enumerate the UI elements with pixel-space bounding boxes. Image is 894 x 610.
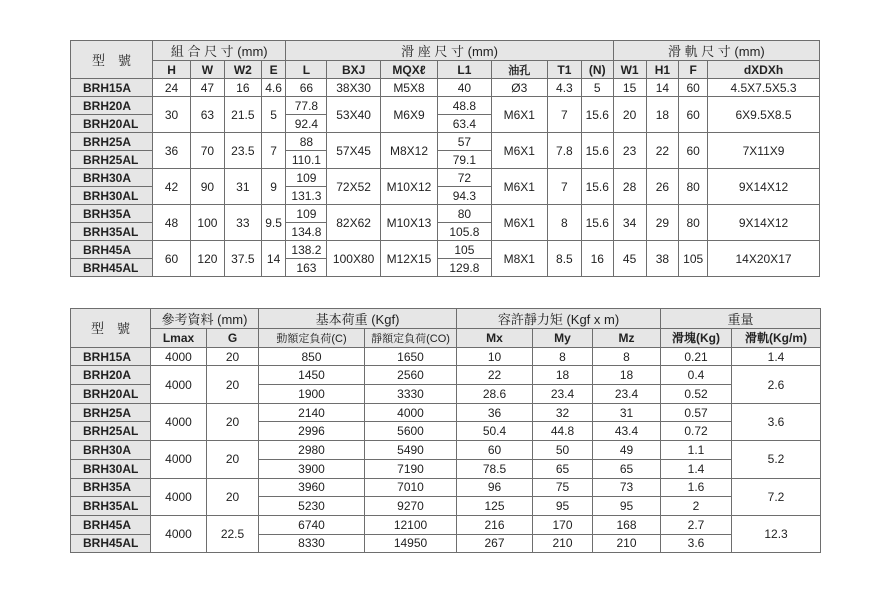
value-cell: Ø3 <box>491 79 547 97</box>
column-header: My <box>533 329 593 348</box>
value-cell: 12100 <box>365 515 457 534</box>
value-cell: 94.3 <box>438 187 491 205</box>
value-cell: 72 <box>438 169 491 187</box>
value-cell: 66 <box>286 79 327 97</box>
value-cell: 850 <box>259 347 365 366</box>
static-moment-header: 容許靜力矩 (Kgf x m) <box>457 309 661 329</box>
value-cell: 21.5 <box>224 97 261 133</box>
value-cell: 44.8 <box>533 422 593 441</box>
value-cell: 267 <box>457 534 533 553</box>
value-cell: 15 <box>613 79 646 97</box>
value-cell: 9X14X12 <box>708 169 820 205</box>
value-cell: 1450 <box>259 366 365 385</box>
value-cell: 65 <box>533 459 593 478</box>
value-cell: 120 <box>191 241 225 277</box>
value-cell: 109 <box>286 169 327 187</box>
value-cell: 60 <box>457 441 533 460</box>
value-cell: 9270 <box>365 497 457 516</box>
value-cell: 7.8 <box>547 133 581 169</box>
value-cell: 80 <box>679 205 708 241</box>
value-cell: 31 <box>593 403 661 422</box>
value-cell: 125 <box>457 497 533 516</box>
table-row <box>71 478 821 497</box>
column-header: W2 <box>224 61 261 79</box>
value-cell: M6X1 <box>491 97 547 133</box>
value-cell: 15.6 <box>581 133 613 169</box>
value-cell: M10X13 <box>380 205 437 241</box>
value-cell: 8 <box>547 205 581 241</box>
value-cell: M8X12 <box>380 133 437 169</box>
value-cell: 2560 <box>365 366 457 385</box>
value-cell: 53X40 <box>327 97 380 133</box>
value-cell: 57X45 <box>327 133 380 169</box>
model-header: 型 號 <box>71 41 153 79</box>
value-cell: 38X30 <box>327 79 380 97</box>
table-row <box>71 79 820 97</box>
column-header: H <box>153 61 191 79</box>
value-cell: 8 <box>533 347 593 366</box>
value-cell: 23.5 <box>224 133 261 169</box>
value-cell: 92.4 <box>286 115 327 133</box>
value-cell: 1650 <box>365 347 457 366</box>
value-cell: 1.6 <box>661 478 732 497</box>
column-header: 滑塊(Kg) <box>661 329 732 348</box>
value-cell: 110.1 <box>286 151 327 169</box>
value-cell: 5.2 <box>732 441 821 478</box>
value-cell: 73 <box>593 478 661 497</box>
value-cell: 88 <box>286 133 327 151</box>
value-cell: 42 <box>153 169 191 205</box>
column-header: Lmax <box>151 329 207 348</box>
weight-header: 重量 <box>661 309 821 329</box>
value-cell: 7 <box>547 169 581 205</box>
value-cell: 23.4 <box>593 385 661 404</box>
value-cell: 9X14X12 <box>708 205 820 241</box>
value-cell: 95 <box>593 497 661 516</box>
value-cell: 6X9.5X8.5 <box>708 97 820 133</box>
value-cell: 8.5 <box>547 241 581 277</box>
value-cell: 29 <box>646 205 679 241</box>
column-header: T1 <box>547 61 581 79</box>
value-cell: 18 <box>593 366 661 385</box>
value-cell: 22.5 <box>207 515 259 552</box>
model-header: 型 號 <box>71 309 151 348</box>
value-cell: 6740 <box>259 515 365 534</box>
value-cell: 216 <box>457 515 533 534</box>
value-cell: 210 <box>533 534 593 553</box>
value-cell: 49 <box>593 441 661 460</box>
value-cell: 2980 <box>259 441 365 460</box>
model-cell: BRH20AL <box>71 385 151 404</box>
value-cell: 65 <box>593 459 661 478</box>
value-cell: 9.5 <box>261 205 286 241</box>
value-cell: 138.2 <box>286 241 327 259</box>
value-cell: 4.6 <box>261 79 286 97</box>
block-dimensions-header: 滑 座 尺 寸 (mm) <box>286 41 613 61</box>
value-cell: 24 <box>153 79 191 97</box>
value-cell: 105 <box>438 241 491 259</box>
value-cell: 1.4 <box>661 459 732 478</box>
model-cell: BRH35A <box>71 478 151 497</box>
value-cell: 5490 <box>365 441 457 460</box>
value-cell: 80 <box>679 169 708 205</box>
value-cell: 16 <box>224 79 261 97</box>
value-cell: 5230 <box>259 497 365 516</box>
value-cell: 14950 <box>365 534 457 553</box>
value-cell: 90 <box>191 169 225 205</box>
value-cell: 77.8 <box>286 97 327 115</box>
value-cell: M10X12 <box>380 169 437 205</box>
value-cell: 47 <box>191 79 225 97</box>
value-cell: 63 <box>191 97 225 133</box>
value-cell: 2140 <box>259 403 365 422</box>
value-cell: 7X11X9 <box>708 133 820 169</box>
model-cell: BRH35AL <box>71 223 153 241</box>
model-cell: BRH30AL <box>71 187 153 205</box>
value-cell: 2996 <box>259 422 365 441</box>
value-cell: 105 <box>679 241 708 277</box>
dimension-table <box>70 40 820 277</box>
value-cell: 2.6 <box>732 366 821 403</box>
value-cell: 26 <box>646 169 679 205</box>
model-cell: BRH35A <box>71 205 153 223</box>
value-cell: M12X15 <box>380 241 437 277</box>
value-cell: 170 <box>533 515 593 534</box>
value-cell: M5X8 <box>380 79 437 97</box>
value-cell: 109 <box>286 205 327 223</box>
reference-data-header: 參考資料 (mm) <box>151 309 259 329</box>
value-cell: 3900 <box>259 459 365 478</box>
table-row <box>71 403 821 422</box>
value-cell: 7010 <box>365 478 457 497</box>
column-header: E <box>261 61 286 79</box>
value-cell: 14 <box>261 241 286 277</box>
value-cell: 4000 <box>151 403 207 440</box>
value-cell: 36 <box>153 133 191 169</box>
value-cell: 163 <box>286 259 327 277</box>
value-cell: 134.8 <box>286 223 327 241</box>
model-cell: BRH45AL <box>71 534 151 553</box>
value-cell: 5600 <box>365 422 457 441</box>
value-cell: 3330 <box>365 385 457 404</box>
value-cell: 28.6 <box>457 385 533 404</box>
column-header: W1 <box>613 61 646 79</box>
column-header: F <box>679 61 708 79</box>
value-cell: 9 <box>261 169 286 205</box>
value-cell: 15.6 <box>581 205 613 241</box>
value-cell: 36 <box>457 403 533 422</box>
value-cell: 45 <box>613 241 646 277</box>
table-row <box>71 241 820 259</box>
value-cell: 1.1 <box>661 441 732 460</box>
value-cell: 3.6 <box>732 403 821 440</box>
value-cell: 22 <box>646 133 679 169</box>
value-cell: 3.6 <box>661 534 732 553</box>
value-cell: 80 <box>438 205 491 223</box>
value-cell: 5 <box>261 97 286 133</box>
value-cell: 12.3 <box>732 515 821 552</box>
value-cell: 2.7 <box>661 515 732 534</box>
value-cell: 168 <box>593 515 661 534</box>
model-cell: BRH30A <box>71 441 151 460</box>
value-cell: 210 <box>593 534 661 553</box>
value-cell: 1900 <box>259 385 365 404</box>
value-cell: 70 <box>191 133 225 169</box>
value-cell: 7 <box>261 133 286 169</box>
model-cell: BRH30AL <box>71 459 151 478</box>
value-cell: 100X80 <box>327 241 380 277</box>
value-cell: 33 <box>224 205 261 241</box>
value-cell: 14X20X17 <box>708 241 820 277</box>
column-header: Mz <box>593 329 661 348</box>
value-cell: 4000 <box>151 441 207 478</box>
value-cell: 43.4 <box>593 422 661 441</box>
column-header: (N) <box>581 61 613 79</box>
value-cell: 31 <box>224 169 261 205</box>
value-cell: 79.1 <box>438 151 491 169</box>
model-cell: BRH25AL <box>71 422 151 441</box>
value-cell: 50.4 <box>457 422 533 441</box>
value-cell: 7 <box>547 97 581 133</box>
value-cell: 100 <box>191 205 225 241</box>
value-cell: 15.6 <box>581 169 613 205</box>
value-cell: 129.8 <box>438 259 491 277</box>
model-cell: BRH35AL <box>71 497 151 516</box>
value-cell: 0.72 <box>661 422 732 441</box>
value-cell: M6X9 <box>380 97 437 133</box>
value-cell: 57 <box>438 133 491 151</box>
model-cell: BRH20A <box>71 366 151 385</box>
value-cell: 4000 <box>151 515 207 552</box>
value-cell: 105.8 <box>438 223 491 241</box>
column-header: 油孔 <box>491 61 547 79</box>
column-header: 滑軌(Kg/m) <box>732 329 821 348</box>
model-cell: BRH25A <box>71 403 151 422</box>
column-header: Mx <box>457 329 533 348</box>
table-row <box>71 347 821 366</box>
value-cell: 78.5 <box>457 459 533 478</box>
model-cell: BRH15A <box>71 79 153 97</box>
value-cell: 60 <box>679 133 708 169</box>
column-header: 靜額定負荷(CO) <box>365 329 457 348</box>
table-row <box>71 97 820 115</box>
model-cell: BRH20A <box>71 97 153 115</box>
table-row <box>71 169 820 187</box>
table-row <box>71 515 821 534</box>
model-cell: BRH15A <box>71 347 151 366</box>
value-cell: 7190 <box>365 459 457 478</box>
value-cell: 16 <box>581 241 613 277</box>
value-cell: 30 <box>153 97 191 133</box>
value-cell: 82X62 <box>327 205 380 241</box>
rail-dimensions-header: 滑 軌 尺 寸 (mm) <box>613 41 819 61</box>
model-cell: BRH20AL <box>71 115 153 133</box>
value-cell: 23 <box>613 133 646 169</box>
column-header: W <box>191 61 225 79</box>
value-cell: M6X1 <box>491 205 547 241</box>
value-cell: 131.3 <box>286 187 327 205</box>
value-cell: 48.8 <box>438 97 491 115</box>
value-cell: 8 <box>593 347 661 366</box>
value-cell: 20 <box>207 347 259 366</box>
value-cell: 20 <box>207 403 259 440</box>
model-cell: BRH45A <box>71 515 151 534</box>
value-cell: 7.2 <box>732 478 821 515</box>
value-cell: 18 <box>646 97 679 133</box>
basic-load-header: 基本荷重 (Kgf) <box>259 309 457 329</box>
value-cell: 0.57 <box>661 403 732 422</box>
value-cell: M8X1 <box>491 241 547 277</box>
column-header: G <box>207 329 259 348</box>
value-cell: 22 <box>457 366 533 385</box>
value-cell: 20 <box>207 441 259 478</box>
assembly-dimensions-header: 組 合 尺 寸 (mm) <box>153 41 286 61</box>
value-cell: 37.5 <box>224 241 261 277</box>
load-table <box>70 308 821 553</box>
value-cell: 38 <box>646 241 679 277</box>
value-cell: 20 <box>207 366 259 403</box>
value-cell: 72X52 <box>327 169 380 205</box>
value-cell: M6X1 <box>491 169 547 205</box>
value-cell: 48 <box>153 205 191 241</box>
value-cell: 23.4 <box>533 385 593 404</box>
model-cell: BRH30A <box>71 169 153 187</box>
model-cell: BRH45AL <box>71 259 153 277</box>
value-cell: 10 <box>457 347 533 366</box>
value-cell: 60 <box>679 79 708 97</box>
value-cell: 60 <box>679 97 708 133</box>
value-cell: 14 <box>646 79 679 97</box>
value-cell: 32 <box>533 403 593 422</box>
value-cell: 4000 <box>151 478 207 515</box>
value-cell: 4000 <box>151 347 207 366</box>
value-cell: 63.4 <box>438 115 491 133</box>
model-cell: BRH45A <box>71 241 153 259</box>
value-cell: 8330 <box>259 534 365 553</box>
column-header: MQXℓ <box>380 61 437 79</box>
value-cell: 0.21 <box>661 347 732 366</box>
value-cell: 1.4 <box>732 347 821 366</box>
value-cell: 0.52 <box>661 385 732 404</box>
value-cell: 20 <box>613 97 646 133</box>
column-header: H1 <box>646 61 679 79</box>
value-cell: M6X1 <box>491 133 547 169</box>
value-cell: 40 <box>438 79 491 97</box>
value-cell: 15.6 <box>581 97 613 133</box>
value-cell: 4.3 <box>547 79 581 97</box>
table-row <box>71 366 821 385</box>
table-row <box>71 133 820 151</box>
value-cell: 2 <box>661 497 732 516</box>
value-cell: 75 <box>533 478 593 497</box>
value-cell: 18 <box>533 366 593 385</box>
value-cell: 0.4 <box>661 366 732 385</box>
column-header: BXJ <box>327 61 380 79</box>
value-cell: 3960 <box>259 478 365 497</box>
table-row <box>71 441 821 460</box>
column-header: L1 <box>438 61 491 79</box>
value-cell: 60 <box>153 241 191 277</box>
value-cell: 34 <box>613 205 646 241</box>
value-cell: 20 <box>207 478 259 515</box>
value-cell: 4000 <box>365 403 457 422</box>
value-cell: 50 <box>533 441 593 460</box>
column-header: 動額定負荷(C) <box>259 329 365 348</box>
model-cell: BRH25AL <box>71 151 153 169</box>
table-row <box>71 205 820 223</box>
value-cell: 4000 <box>151 366 207 403</box>
value-cell: 5 <box>581 79 613 97</box>
model-cell: BRH25A <box>71 133 153 151</box>
value-cell: 4.5X7.5X5.3 <box>708 79 820 97</box>
value-cell: 28 <box>613 169 646 205</box>
value-cell: 96 <box>457 478 533 497</box>
column-header: L <box>286 61 327 79</box>
column-header: dXDXh <box>708 61 820 79</box>
value-cell: 95 <box>533 497 593 516</box>
